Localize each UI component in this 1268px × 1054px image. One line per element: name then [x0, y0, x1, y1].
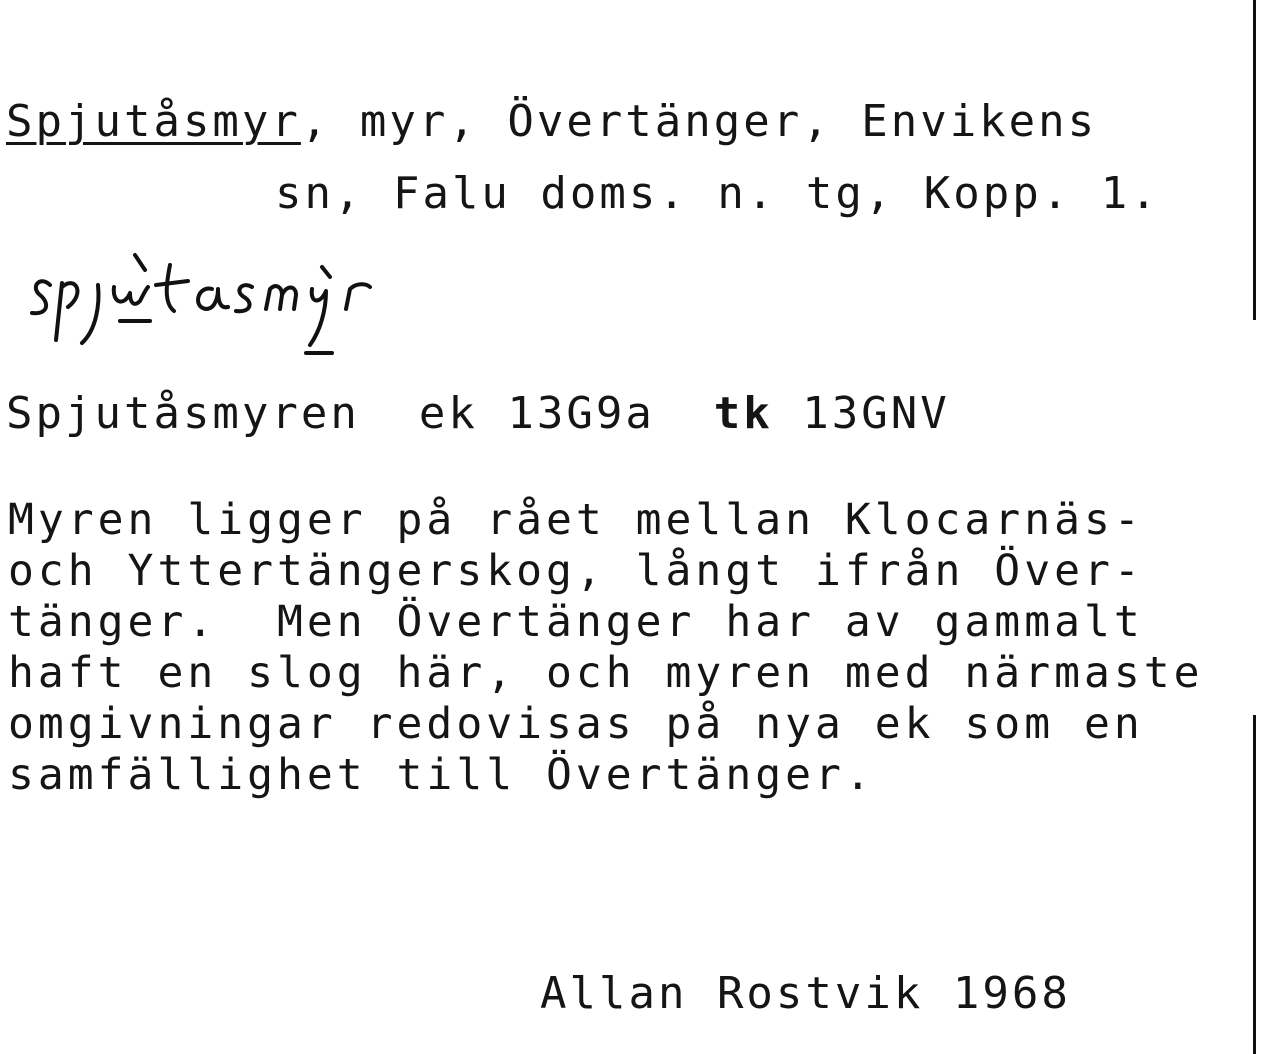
paragraph-line: och Yttertängerskog, långt ifrån Över- — [8, 546, 1144, 596]
card-edge-rule-bottom — [1253, 715, 1256, 1054]
handwritten-pronunciation — [20, 245, 440, 355]
signature: Allan Rostvik 1968 — [540, 968, 1071, 1019]
paragraph-line: Myren ligger på rået mellan Klocarnäs- — [8, 495, 1144, 545]
headword: Spjutåsmyr — [6, 96, 301, 147]
heading-line-1 — [6, 98, 1097, 146]
card-edge-rule-top — [1253, 0, 1256, 320]
description-paragraph — [8, 495, 1204, 801]
handwriting-drawing — [20, 245, 440, 355]
map-reference-line — [6, 390, 950, 438]
paragraph-line: samfällighet till Övertänger. — [8, 750, 875, 800]
paragraph-line: omgivningar redovisas på nya ek som en — [8, 699, 1144, 749]
ek-label: ek — [418, 388, 478, 439]
place-name: Spjutåsmyren — [6, 388, 360, 439]
tk-value: 13GNV — [802, 388, 950, 439]
paragraph-line: haft en slog här, och myren med närmaste — [8, 648, 1204, 698]
ek-value: 13G9a — [507, 388, 655, 439]
tk-label: tk — [713, 388, 773, 439]
paragraph-line: tänger. Men Övertänger har av gammalt — [8, 597, 1144, 647]
heading-line-2: sn, Falu doms. n. tg, Kopp. 1. — [275, 168, 1160, 219]
heading-rest: , myr, Övertänger, Envikens — [300, 96, 1098, 147]
